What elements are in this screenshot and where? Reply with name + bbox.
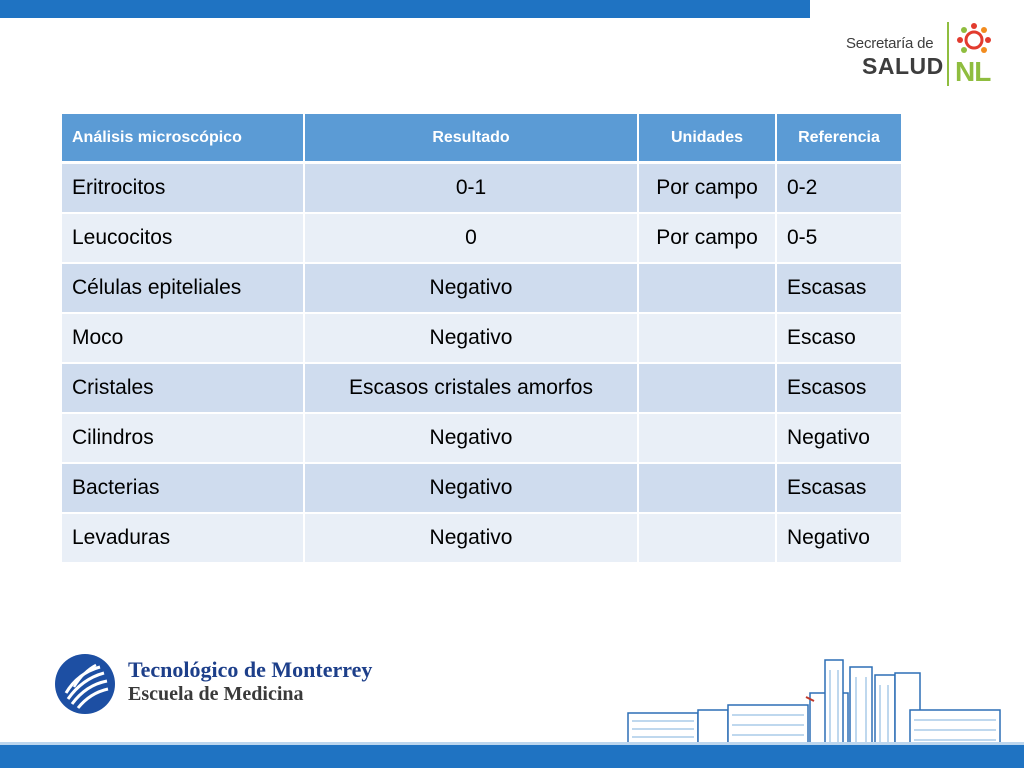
bottom-accent-bar [0, 745, 1024, 768]
cell-analysis: Células epiteliales [62, 264, 305, 314]
cell-analysis: Cristales [62, 364, 305, 414]
table-header-row [62, 114, 901, 164]
logo-line1: Secretaría de [846, 35, 934, 52]
table-row [62, 164, 901, 214]
cell-reference: Negativo [777, 514, 901, 564]
cell-result: 0 [305, 214, 639, 264]
cell-reference: 0-5 [777, 214, 901, 264]
school-name: Escuela de Medicina [128, 683, 304, 705]
secretaria-salud-logo [844, 20, 1004, 90]
cell-analysis: Moco [62, 314, 305, 364]
cell-analysis: Bacterias [62, 464, 305, 514]
cell-units: Por campo [639, 214, 777, 264]
cell-reference: Escasas [777, 264, 901, 314]
cell-units [639, 264, 777, 314]
microscopic-analysis-table [62, 114, 901, 564]
cell-units [639, 364, 777, 414]
column-header-units: Unidades [639, 114, 777, 164]
cell-units: Por campo [639, 164, 777, 214]
cell-reference: 0-2 [777, 164, 901, 214]
logo-line2: SALUD [862, 53, 944, 79]
cell-reference: Escasas [777, 464, 901, 514]
cell-result: Negativo [305, 264, 639, 314]
table-row [62, 214, 901, 264]
column-header-reference: Referencia [777, 114, 901, 164]
people-circle-emblem-icon [954, 22, 994, 58]
table-row [62, 514, 901, 564]
table-row [62, 364, 901, 414]
cell-analysis: Leucocitos [62, 214, 305, 264]
top-accent-bar [0, 0, 810, 18]
cell-units [639, 464, 777, 514]
tec-monterrey-emblem-icon [54, 653, 116, 715]
cell-result: Negativo [305, 414, 639, 464]
cell-result: Negativo [305, 314, 639, 364]
column-header-analysis: Análisis microscópico [62, 114, 305, 164]
cell-units [639, 514, 777, 564]
cell-analysis: Levaduras [62, 514, 305, 564]
cell-result: Negativo [305, 514, 639, 564]
institution-name: Tecnológico de Monterrey [128, 657, 373, 682]
table-row [62, 264, 901, 314]
cell-units [639, 414, 777, 464]
cell-analysis: Cilindros [62, 414, 305, 464]
cell-result: Negativo [305, 464, 639, 514]
cell-units [639, 314, 777, 364]
table-row [62, 314, 901, 364]
cell-reference: Negativo [777, 414, 901, 464]
cell-analysis: Eritrocitos [62, 164, 305, 214]
cell-reference: Escaso [777, 314, 901, 364]
results-table-container [62, 114, 901, 564]
column-header-result: Resultado [305, 114, 639, 164]
cell-result: Escasos cristales amorfos [305, 364, 639, 414]
logo-state: NL [955, 56, 991, 87]
cell-reference: Escasos [777, 364, 901, 414]
logo-divider [947, 22, 949, 86]
table-row [62, 414, 901, 464]
cell-result: 0-1 [305, 164, 639, 214]
table-row [62, 464, 901, 514]
